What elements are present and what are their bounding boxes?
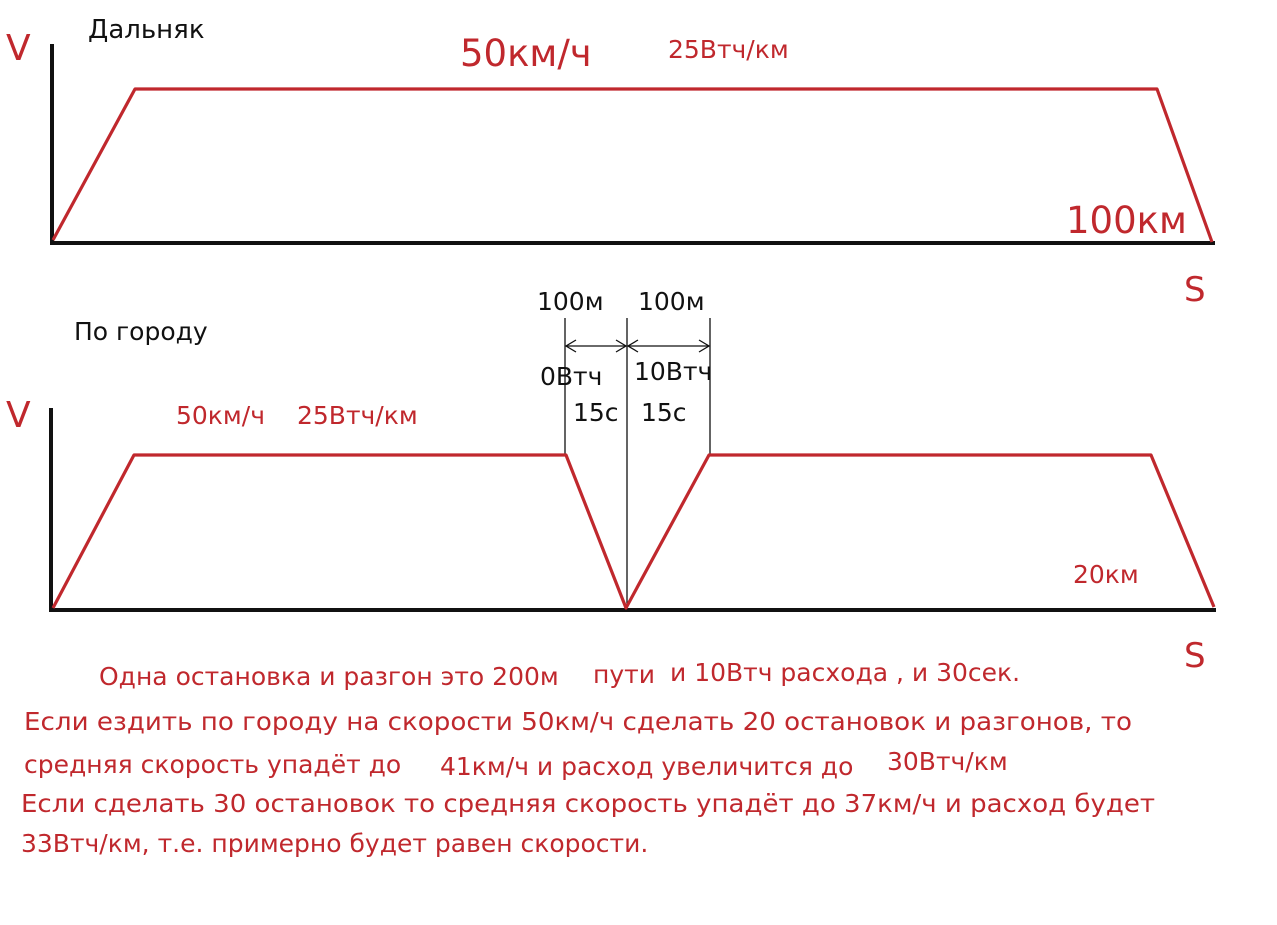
note-line-3a: средняя скорость упадёт до [24, 750, 402, 779]
left-interval-time: 15с [573, 398, 619, 427]
top-speed-curve [53, 89, 1212, 242]
right-interval-energy: 10Втч [634, 357, 713, 386]
top-consumption-label: 25Втч/км [668, 35, 789, 64]
bottom-speed-label: 50км/ч [176, 401, 265, 430]
left-interval-energy: 0Втч [540, 362, 603, 391]
top-s-axis-label: S [1184, 270, 1206, 310]
note-line-4: Если сделать 30 остановок то средняя скорость упадёт до 37км/ч и расход будет [21, 789, 1155, 818]
top-distance-label: 100км [1066, 199, 1187, 242]
bottom-diagram [6, 287, 1216, 676]
bottom-v-axis-label: V [6, 395, 31, 436]
note-line-1b: пути [593, 660, 655, 689]
left-interval-length: 100м [537, 287, 604, 316]
top-v-axis-label: V [6, 28, 31, 69]
dimension-arrow-right [628, 340, 709, 352]
bottom-distance-label: 20км [1073, 560, 1139, 589]
note-line-3b: 41км/ч и расход увеличится до [440, 752, 854, 781]
top-diagram [6, 15, 1215, 310]
bottom-consumption-label: 25Втч/км [297, 401, 418, 430]
notes-block [21, 658, 1155, 858]
note-line-5: 33Втч/км, т.е. примерно будет равен скорости. [21, 829, 649, 858]
top-speed-label: 50км/ч [460, 32, 592, 75]
top-diagram-title: Дальняк [88, 15, 205, 45]
dimension-arrow-left [566, 340, 626, 352]
bottom-diagram-title: По городу [74, 317, 208, 346]
note-line-1a: Одна остановка и разгон это 200м [99, 662, 559, 691]
bottom-speed-curve [53, 455, 1214, 608]
right-interval-length: 100м [638, 287, 705, 316]
bottom-s-axis-label: S [1184, 636, 1206, 676]
right-interval-time: 15с [641, 398, 687, 427]
note-line-3c: 30Втч/км [887, 747, 1008, 776]
note-line-2: Если ездить по городу на скорости 50км/ч сделать 20 остановок и разгонов, то [24, 707, 1132, 736]
note-line-1c: и 10Втч расхода , и 30сек. [670, 658, 1021, 687]
